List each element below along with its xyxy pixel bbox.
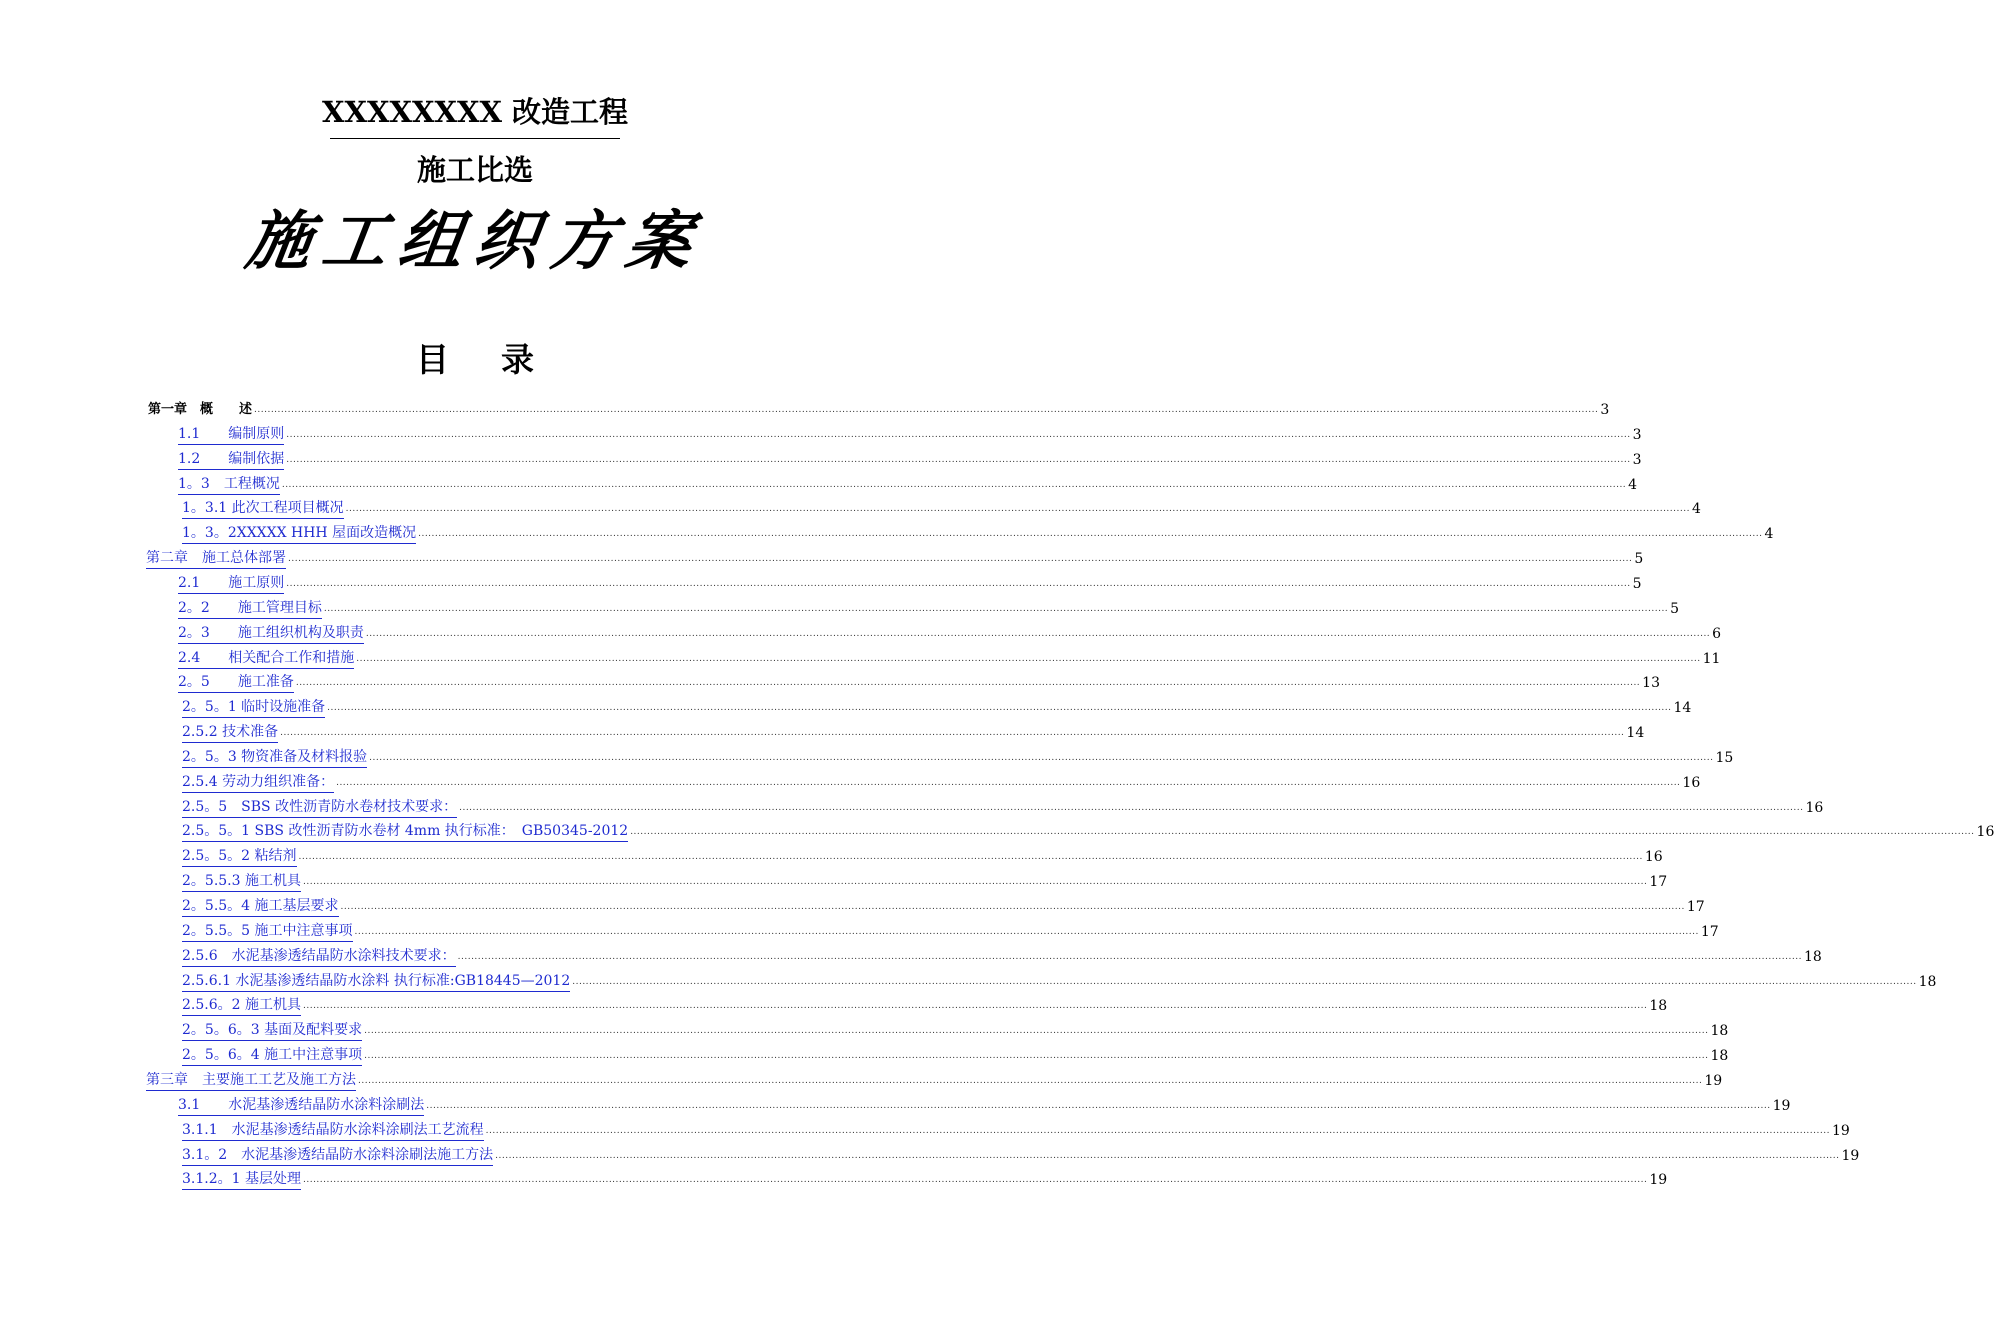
toc-entry[interactable] [182, 696, 1692, 718]
toc-entry-page: 17 [1686, 899, 1705, 915]
toc-entry[interactable] [178, 647, 1721, 669]
toc-entry-page: 5 [1634, 551, 1644, 568]
toc-leader-dots: ................................................................................................................................................................................................................................................................................................................................................................................................................ [298, 852, 1643, 863]
toc-entry[interactable] [182, 1168, 1668, 1190]
toc-leader-dots: ................................................................................................................................................................................................................................................................................................................................................................................................................ [630, 827, 1975, 838]
toc-entry[interactable] [182, 970, 1937, 992]
toc-leader-dots: ................................................................................................................................................................................................................................................................................................................................................................................................................ [457, 951, 1802, 962]
toc-entry-label[interactable]: 1。3 工程概况 [178, 474, 280, 495]
toc-entry-label[interactable]: 1。3。2XXXXX HHH 屋面改造概况 [182, 523, 416, 544]
toc-leader-dots: ................................................................................................................................................................................................................................................................................................................................................................................................................ [336, 777, 1681, 788]
toc-entry[interactable] [182, 870, 1668, 892]
toc-entry-page: 18 [1710, 1023, 1729, 1040]
toc-entry-label[interactable]: 第三章 主要施工工艺及施工方法 [146, 1070, 356, 1091]
toc-entry-page: 3 [1632, 451, 1642, 468]
toc-entry-page: 19 [1772, 1097, 1791, 1114]
toc-leader-dots: ................................................................................................................................................................................................................................................................................................................................................................................................................ [327, 703, 1672, 714]
toc-leader-dots: ................................................................................................................................................................................................................................................................................................................................................................................................................ [364, 1026, 1709, 1037]
toc-entry[interactable] [182, 721, 1645, 743]
toc-entry-page: 13 [1642, 675, 1660, 692]
toc-entry-page: 19 [1831, 1122, 1850, 1139]
toc-entry[interactable] [182, 820, 1994, 842]
toc-entry-label[interactable]: 2.5。5 SBS 改性沥青防水卷材技术要求： [182, 797, 457, 818]
toc-heading: 目录 [416, 340, 586, 379]
toc-entry-label[interactable]: 3.1.1 水泥基渗透结晶防水涂料涂刷法工艺流程 [182, 1120, 484, 1141]
toc-leader-dots: ................................................................................................................................................................................................................................................................................................................................................................................................................ [572, 976, 1917, 987]
toc-leader-dots: ................................................................................................................................................................................................................................................................................................................................................................................................................ [485, 1125, 1830, 1136]
toc-entry-page: 4 [1628, 476, 1638, 493]
toc-leader-dots: ................................................................................................................................................................................................................................................................................................................................................................................................................ [365, 628, 1711, 639]
toc-entry-label[interactable]: 1.1 编制原则 [178, 424, 284, 445]
toc-entry[interactable] [182, 746, 1734, 768]
toc-leader-dots: ................................................................................................................................................................................................................................................................................................................................................................................................................ [364, 1051, 1709, 1062]
toc-entry-page: 3 [1600, 402, 1610, 418]
toc-entry-page: 18 [1918, 973, 1937, 990]
toc-entry-label[interactable]: 2.5.4 劳动力组织准备： [182, 772, 334, 793]
toc-entry-label[interactable]: 2.5.6.1 水泥基渗透结晶防水涂料 执行标准:GB18445—2012 [182, 971, 570, 992]
toc-entry-page: 4 [1691, 501, 1701, 518]
toc-entry-page: 11 [1702, 650, 1721, 667]
toc-entry-label[interactable]: 2。5 施工准备 [178, 672, 294, 693]
toc-entry[interactable] [178, 572, 1642, 594]
toc-leader-dots: ................................................................................................................................................................................................................................................................................................................................................................................................................ [281, 479, 1627, 490]
toc-leader-dots: ................................................................................................................................................................................................................................................................................................................................................................................................................ [302, 1175, 1648, 1186]
toc-entry-page: 16 [1682, 774, 1701, 791]
document-calligraphy-title: 施工组织方案 [241, 204, 709, 279]
toc-entry-label[interactable]: 2.4 相关配合工作和措施 [178, 648, 354, 669]
toc-entry[interactable] [182, 1044, 1729, 1066]
toc-entry-label[interactable]: 2。5。1 临时设施准备 [182, 697, 325, 718]
toc-leader-dots: ................................................................................................................................................................................................................................................................................................................................................................................................................ [495, 1150, 1840, 1161]
toc-entry-label[interactable]: 第二章 施工总体部署 [146, 548, 286, 569]
toc-entry-page: 19 [1841, 1147, 1860, 1164]
toc-entry-label[interactable]: 1.2 编制依据 [178, 449, 284, 470]
toc-entry[interactable] [146, 547, 1644, 569]
toc-leader-dots: ................................................................................................................................................................................................................................................................................................................................................................................................................ [356, 653, 1701, 664]
toc-leader-dots: ................................................................................................................................................................................................................................................................................................................................................................................................................ [254, 405, 1599, 415]
toc-entry-page: 14 [1673, 700, 1692, 717]
toc-entry-page: 17 [1649, 874, 1668, 891]
toc-leader-dots: ................................................................................................................................................................................................................................................................................................................................................................................................................ [295, 678, 1641, 689]
toc-leader-dots: ................................................................................................................................................................................................................................................................................................................................................................................................................ [280, 728, 1625, 739]
toc-entry[interactable] [178, 448, 1642, 470]
toc-entry-page: 18 [1803, 948, 1822, 965]
toc-leader-dots: ................................................................................................................................................................................................................................................................................................................................................................................................................ [302, 1001, 1648, 1012]
toc-entry-page: 18 [1649, 998, 1668, 1015]
toc-entry-label[interactable]: 2.1 施工原则 [178, 573, 284, 594]
toc-entry-page: 19 [1649, 1172, 1668, 1189]
title-underline [330, 138, 620, 139]
toc-leader-dots: ................................................................................................................................................................................................................................................................................................................................................................................................................ [459, 802, 1804, 813]
toc-entry [148, 398, 1610, 420]
toc-leader-dots: ................................................................................................................................................................................................................................................................................................................................................................................................................ [286, 429, 1631, 440]
toc-leader-dots: ................................................................................................................................................................................................................................................................................................................................................................................................................ [302, 877, 1648, 888]
toc-entry-label[interactable]: 2。5。6。3 基面及配料要求 [182, 1020, 362, 1041]
toc-entry-page: 17 [1700, 923, 1719, 940]
toc-entry[interactable] [178, 622, 1722, 644]
toc-entry[interactable] [178, 423, 1642, 445]
toc-entry-page: 4 [1764, 526, 1774, 543]
toc-entry-label[interactable]: 2。3 施工组织机构及职责 [178, 623, 364, 644]
toc-entry[interactable] [182, 771, 1701, 793]
document-title: XXXXXXXX 改造工程 [321, 95, 629, 129]
toc-entry-label[interactable]: 3.1.2。1 基层处理 [182, 1169, 301, 1190]
toc-entry-label[interactable]: 2.5.6 水泥基渗透结晶防水涂料技术要求： [182, 946, 456, 967]
toc-leader-dots: ................................................................................................................................................................................................................................................................................................................................................................................................................ [288, 554, 1633, 565]
toc-entry-label[interactable]: 2。2 施工管理目标 [178, 598, 322, 619]
toc-entry-page: 5 [1632, 575, 1642, 592]
toc-entry[interactable] [182, 1119, 1850, 1141]
toc-leader-dots: ................................................................................................................................................................................................................................................................................................................................................................................................................ [323, 603, 1669, 614]
toc-entry-label[interactable]: 3.1。2 水泥基渗透结晶防水涂料涂刷法施工方法 [182, 1145, 493, 1166]
toc-entry-page: 19 [1704, 1072, 1723, 1089]
toc-entry[interactable] [182, 920, 1719, 942]
toc-entry-label[interactable]: 3.1 水泥基渗透结晶防水涂料涂刷法 [178, 1095, 424, 1116]
toc-leader-dots: ................................................................................................................................................................................................................................................................................................................................................................................................................ [426, 1100, 1771, 1111]
toc-entry[interactable] [182, 497, 1701, 519]
toc-entry-label: 第一章 概 述 [148, 402, 253, 417]
toc-entry[interactable] [178, 671, 1660, 693]
toc-entry-label[interactable]: 2.5。5。1 SBS 改性沥青防水卷材 4mm 执行标准： GB50345-2012 [182, 821, 628, 842]
toc-entry-page: 16 [1644, 849, 1663, 866]
toc-entry-page: 15 [1715, 749, 1734, 766]
toc-entry-label[interactable]: 2。5。6。4 施工中注意事项 [182, 1045, 362, 1066]
toc-entry-label[interactable]: 2.5。5。2 粘结剂 [182, 846, 297, 867]
toc-entry[interactable] [178, 597, 1680, 619]
toc-leader-dots: ................................................................................................................................................................................................................................................................................................................................................................................................................ [354, 926, 1699, 937]
toc-entry[interactable] [182, 1144, 1860, 1166]
toc-entry[interactable] [182, 845, 1663, 867]
toc-leader-dots: ................................................................................................................................................................................................................................................................................................................................................................................................................ [286, 578, 1631, 589]
toc-leader-dots: ................................................................................................................................................................................................................................................................................................................................................................................................................ [369, 752, 1714, 763]
toc-leader-dots: ................................................................................................................................................................................................................................................................................................................................................................................................................ [345, 504, 1690, 515]
toc-entry-label[interactable]: 2.5.6。2 施工机具 [182, 995, 301, 1016]
document-subtitle: 施工比选 [416, 153, 533, 187]
toc-entry[interactable] [178, 473, 1638, 495]
toc-leader-dots: ................................................................................................................................................................................................................................................................................................................................................................................................................ [340, 902, 1685, 912]
toc-entry-label[interactable]: 2。5.5。4 施工基层要求 [182, 896, 339, 917]
toc-entry[interactable] [182, 1019, 1729, 1041]
toc-entry[interactable] [182, 522, 1774, 544]
toc-leader-dots: ................................................................................................................................................................................................................................................................................................................................................................................................................ [286, 454, 1631, 465]
toc-entry-page: 14 [1626, 725, 1645, 742]
toc-entry-page: 5 [1670, 600, 1680, 617]
toc-entry[interactable] [182, 945, 1822, 967]
toc-leader-dots: ................................................................................................................................................................................................................................................................................................................................................................................................................ [358, 1075, 1703, 1086]
toc-entry-label[interactable]: 2。5.5。5 施工中注意事项 [182, 921, 353, 942]
toc-entry-label[interactable]: 2。5.5.3 施工机具 [182, 871, 301, 892]
toc-entry[interactable] [182, 895, 1705, 917]
toc-entry-page: 18 [1710, 1048, 1729, 1065]
toc-entry[interactable] [146, 1069, 1723, 1091]
toc-entry[interactable] [182, 796, 1824, 818]
toc-entry-label[interactable]: 2.5.2 技术准备 [182, 722, 278, 743]
toc-entry-page: 6 [1712, 625, 1722, 642]
toc-entry-label[interactable]: 2。5。3 物资准备及材料报验 [182, 747, 367, 768]
toc-entry-page: 3 [1632, 426, 1642, 443]
toc-entry-label[interactable]: 1。3.1 此次工程项目概况 [182, 498, 344, 519]
toc-entry[interactable] [178, 1094, 1791, 1116]
toc-entry-page: 16 [1805, 799, 1824, 816]
toc-leader-dots: ................................................................................................................................................................................................................................................................................................................................................................................................................ [418, 529, 1763, 540]
toc-entry[interactable] [182, 994, 1668, 1016]
toc-entry-page: 16 [1976, 824, 1994, 841]
